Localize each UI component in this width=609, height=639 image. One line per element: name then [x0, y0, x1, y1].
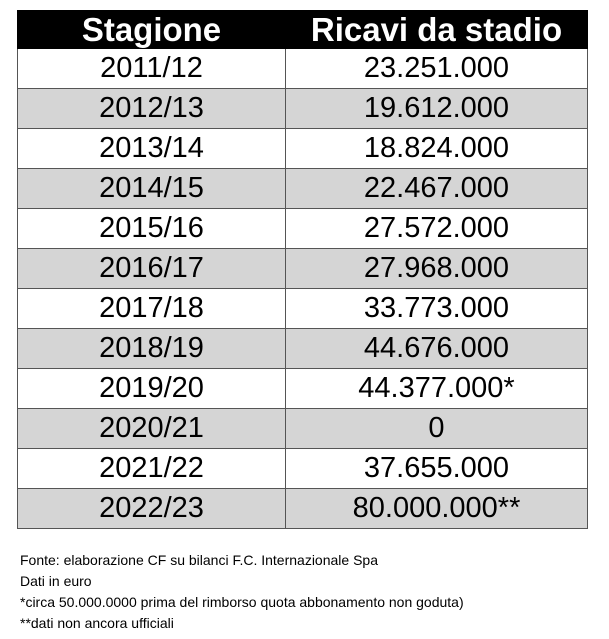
table-row: [18, 49, 588, 89]
header-stadium-revenue: Ricavi da stadio: [286, 11, 588, 49]
season-cell: 2020/21: [18, 409, 286, 449]
table-row: [18, 129, 588, 169]
season-cell: 2011/12: [18, 49, 286, 89]
season-cell: 2019/20: [18, 369, 286, 409]
season-cell: 2015/16: [18, 209, 286, 249]
revenue-cell: 22.467.000: [286, 169, 588, 209]
revenue-cell: 18.824.000: [286, 129, 588, 169]
revenue-cell: 44.377.000*: [286, 369, 588, 409]
table-body: [18, 49, 588, 529]
table-row: [18, 369, 588, 409]
revenue-table-container: [17, 10, 587, 529]
table-row: [18, 289, 588, 329]
revenue-cell: 80.000.000**: [286, 489, 588, 529]
table-row: [18, 489, 588, 529]
table-row: [18, 89, 588, 129]
revenue-cell: 27.968.000: [286, 249, 588, 289]
season-cell: 2013/14: [18, 129, 286, 169]
stadium-revenue-table: [17, 10, 588, 529]
season-cell: 2014/15: [18, 169, 286, 209]
season-cell: 2022/23: [18, 489, 286, 529]
table-row: [18, 249, 588, 289]
season-cell: 2017/18: [18, 289, 286, 329]
source-note: Fonte: elaborazione CF su bilanci F.C. Internazionale Spa: [20, 552, 378, 568]
table-header: [18, 11, 588, 49]
season-cell: 2021/22: [18, 449, 286, 489]
units-note: Dati in euro: [20, 573, 92, 589]
header-season: Stagione: [18, 11, 286, 49]
table-row: [18, 209, 588, 249]
revenue-cell: 0: [286, 409, 588, 449]
revenue-cell: 19.612.000: [286, 89, 588, 129]
footnotes: [20, 550, 600, 634]
revenue-cell: 23.251.000: [286, 49, 588, 89]
asterisk-note: *circa 50.000.0000 prima del rimborso quota abbonamento non goduta): [20, 594, 464, 610]
season-cell: 2016/17: [18, 249, 286, 289]
table-row: [18, 449, 588, 489]
table-row: [18, 409, 588, 449]
revenue-cell: 37.655.000: [286, 449, 588, 489]
table-row: [18, 169, 588, 209]
table-row: [18, 329, 588, 369]
revenue-cell: 27.572.000: [286, 209, 588, 249]
revenue-cell: 33.773.000: [286, 289, 588, 329]
revenue-cell: 44.676.000: [286, 329, 588, 369]
season-cell: 2012/13: [18, 89, 286, 129]
double-asterisk-note: **dati non ancora ufficiali: [20, 615, 174, 631]
season-cell: 2018/19: [18, 329, 286, 369]
header-row: [18, 11, 588, 49]
